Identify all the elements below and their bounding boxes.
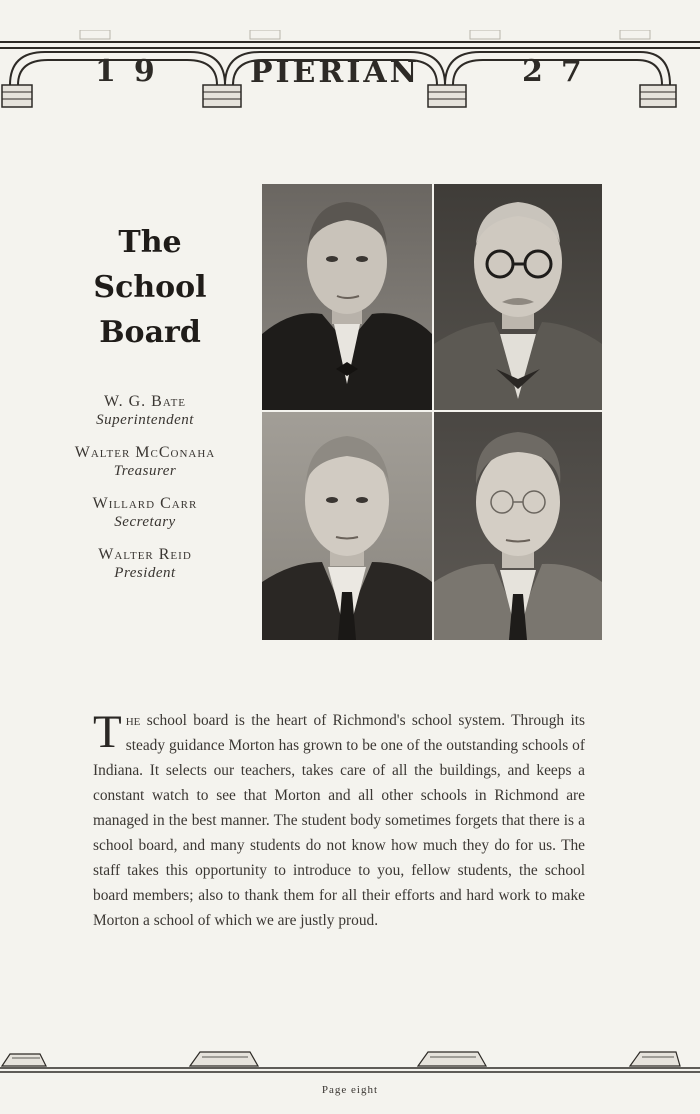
footer-ornament	[0, 1040, 700, 1080]
member-title: President	[114, 565, 176, 581]
member-name: W. G. Bate	[103, 393, 187, 410]
portrait-grid	[262, 184, 602, 640]
portrait-photo	[434, 184, 602, 410]
member-name: Walter McConaha	[74, 444, 216, 461]
yearbook-title: PIERIAN	[249, 55, 421, 90]
portrait-photo	[434, 412, 602, 640]
section-title-line: The	[118, 225, 182, 260]
section-title-line: School	[93, 270, 207, 305]
board-member	[40, 494, 250, 531]
drop-cap: T	[93, 706, 122, 758]
member-title: Secretary	[114, 514, 176, 530]
member-title: Superintendent	[96, 412, 194, 428]
member-title: Treasurer	[113, 463, 177, 479]
board-member	[40, 443, 250, 480]
section-title	[60, 220, 240, 355]
header-year-right: 27	[522, 54, 600, 89]
board-member	[40, 545, 250, 582]
header-year-left: 19	[95, 54, 173, 89]
member-name: Walter Reid	[98, 546, 192, 563]
portrait-photo	[262, 412, 432, 640]
section-title-line: Board	[99, 315, 201, 350]
page-number: Page eight	[321, 1084, 379, 1096]
board-member-list	[40, 392, 250, 596]
member-name: Willard Carr	[92, 495, 198, 512]
portrait-photo	[262, 184, 432, 410]
first-word-rest: he	[125, 712, 141, 729]
body-paragraph	[93, 708, 585, 933]
paragraph-text: school board is the heart of Richmond's school system. Through its steady guidance Morton has grown to be one of the outstanding schools of Indiana. It selects our teachers, takes care of all the buildings, and keeps a constant watch to see that Morton and all other schools in Richmond are managed in the best manner. The student body sometimes forgets that there is a school board, and many students do not know how much they do for us. The staff takes this opportunity to introduce to you, fellow students, the school board members; also to thank them for all their efforts and hard work to make Morton a school of which we are justly proud.	[93, 712, 585, 929]
board-member	[40, 392, 250, 429]
